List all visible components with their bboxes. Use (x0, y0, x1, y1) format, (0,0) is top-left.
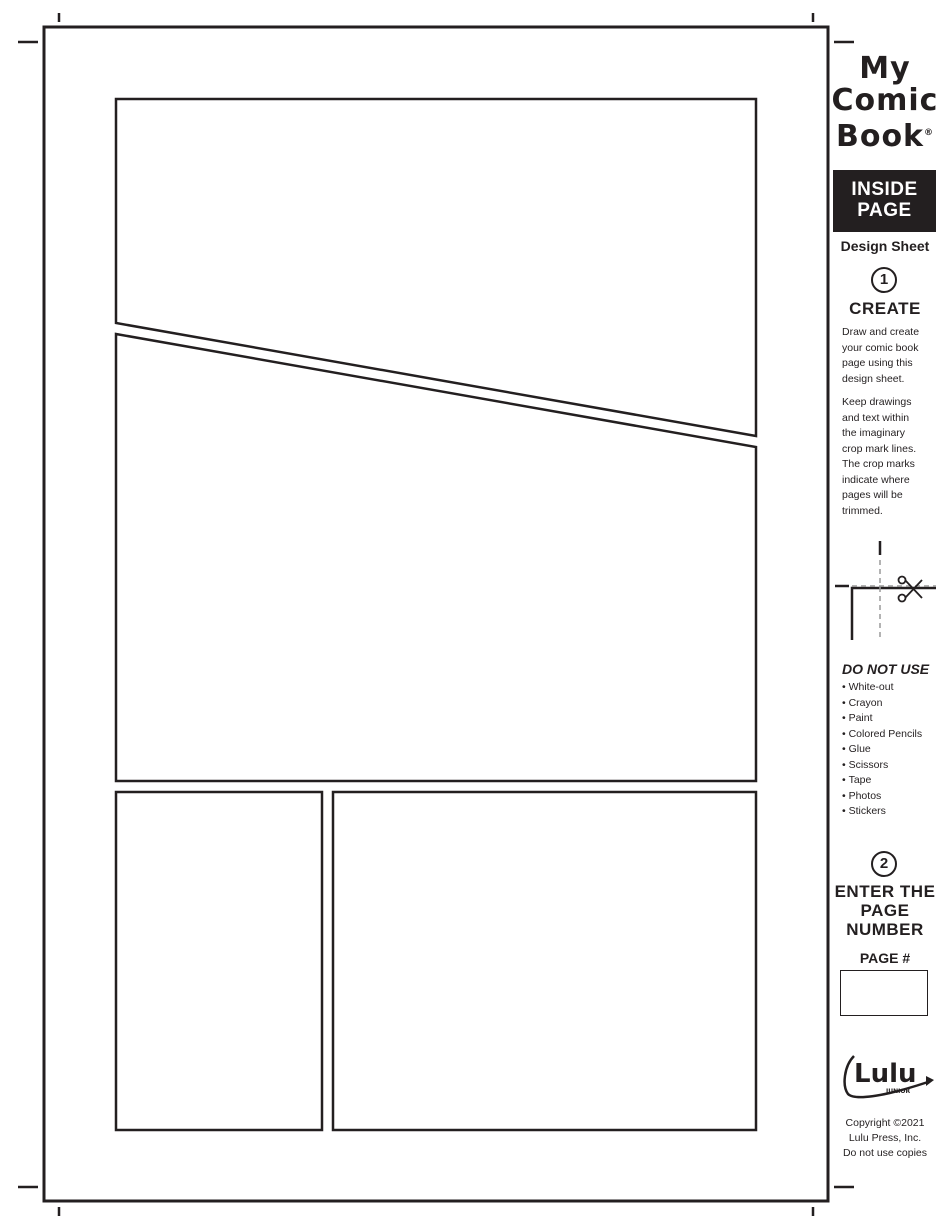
copyright-line: Lulu Press, Inc. (848, 1132, 922, 1144)
para1-line: Draw and create (842, 326, 920, 338)
step1-paragraph2 (842, 395, 938, 519)
logo-line-comic: Comic (831, 83, 939, 118)
design-sheet-subtitle: Design Sheet (840, 238, 930, 254)
para1-line: your comic book (842, 341, 919, 354)
para2-line: indicate where (842, 473, 910, 486)
inside-page-badge (833, 170, 936, 232)
lulu-brand-tag: JUNIOR (886, 1088, 911, 1095)
step2-heading-line2: PAGE (860, 901, 910, 920)
logo-book-text: Book (835, 119, 925, 154)
para2-line: crop mark lines. (842, 442, 917, 455)
para2-line: trimmed. (842, 504, 883, 517)
badge-line1: INSIDE (851, 179, 918, 200)
list-item: • Tape (842, 773, 922, 789)
para2-line: the imaginary (842, 427, 906, 439)
step1-heading: CREATE (849, 299, 921, 318)
para2-line: The crop marks (842, 458, 915, 470)
comic-panel-bottom-right[interactable] (333, 792, 756, 1130)
lulu-junior-logo (840, 1052, 936, 1102)
lulu-brand-name: Lulu (854, 1059, 917, 1089)
list-item: • Scissors (842, 758, 922, 774)
logo-line-my: My (859, 51, 911, 86)
do-not-use-list (842, 680, 922, 820)
page-number-box[interactable] (840, 970, 928, 1016)
copyright-line: Copyright ©2021 (845, 1117, 925, 1129)
copyright-line: Do not use copies (842, 1147, 928, 1159)
step1-number-badge: 1 (871, 267, 897, 293)
list-item: • Stickers (842, 804, 922, 820)
list-item: • White-out (842, 680, 922, 696)
logo-line-book (830, 118, 940, 152)
para1-line: design sheet. (842, 372, 905, 385)
para2-line: Keep drawings (842, 396, 912, 408)
badge-line2: PAGE (857, 200, 912, 221)
step2-heading-line3: NUMBER (846, 920, 924, 939)
copyright-notice (830, 1116, 940, 1161)
list-item: • Photos (842, 789, 922, 805)
step1-paragraph1 (842, 325, 938, 387)
do-not-use-title: DO NOT USE (842, 661, 930, 677)
crop-mark-illustration (835, 541, 936, 640)
list-item: • Glue (842, 742, 922, 758)
comic-panel-bottom-left[interactable] (116, 792, 322, 1130)
para1-line: page using this (842, 357, 913, 369)
para2-line: pages will be (842, 489, 903, 501)
list-item: • Paint (842, 711, 922, 727)
step2-number-badge: 2 (871, 851, 897, 877)
list-item: • Colored Pencils (842, 727, 922, 743)
page-number-label: PAGE # (859, 950, 911, 966)
registered-mark: ® (924, 128, 935, 138)
list-item: • Crayon (842, 696, 922, 712)
step2-heading-line1: ENTER THE (834, 882, 936, 901)
para2-line: and text within (842, 411, 910, 424)
